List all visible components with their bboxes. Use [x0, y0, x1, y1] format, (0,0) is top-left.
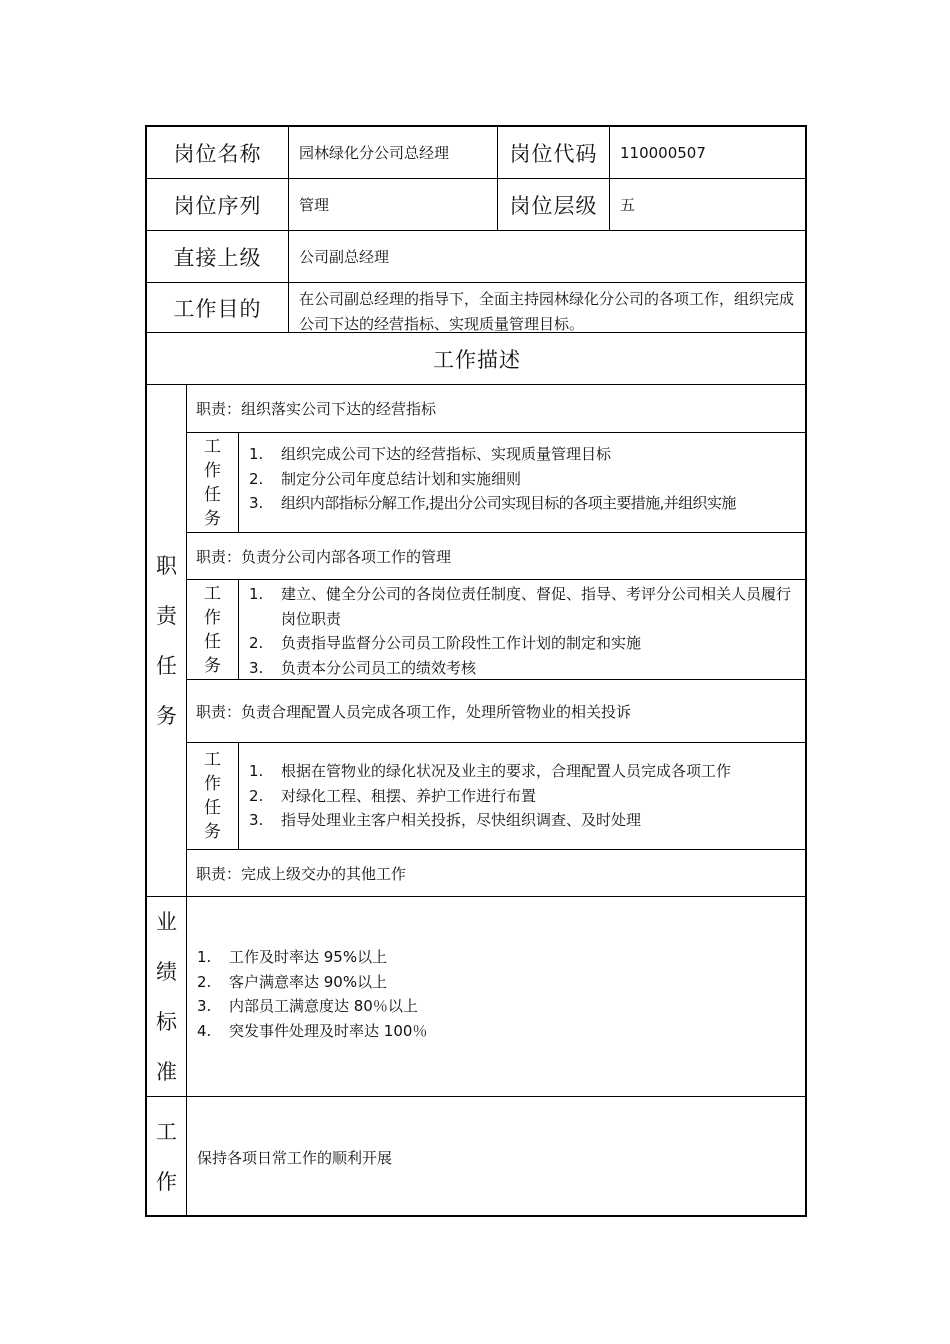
duty-title: 职责：负责合理配置人员完成各项工作，处理所管物业的相关投诉: [187, 680, 807, 743]
list-item: 2. 客户满意率达 90%以上: [197, 972, 388, 991]
task-item: 3. 指导处理业主客户相关投拆，尽快组织调查、及时处理: [249, 811, 642, 829]
task-list: [239, 433, 807, 533]
list-item: 3. 内部员工满意度达 80％以上: [197, 997, 418, 1015]
position-code-label: 岗位代码: [498, 127, 610, 179]
list-item: 4. 突发事件处理及时率达 100％: [197, 1021, 428, 1040]
task-label: 工 作 任 务: [187, 580, 239, 680]
position-code-value: 110000507: [610, 127, 807, 179]
work-purpose-value: 在公司副总经理的指导下，全面主持园林绿化分公司的各项工作，组织完成公司下达的经营指标、实现质量管理目标。: [289, 283, 807, 333]
direct-superior-value: 公司副总经理: [289, 231, 807, 283]
position-level-label: 岗位层级: [498, 179, 610, 231]
task-item: 2. 对绿化工程、租摆、养护工作进行布置: [249, 786, 537, 805]
performance-label: 业 绩 标 准: [147, 897, 187, 1097]
task-item: 1. 建立、健全分公司的各岗位责任制度、督促、指导、考评分公司相关人员履行岗位职责: [249, 585, 792, 628]
task-label: 工 作 任 务: [187, 743, 239, 850]
work-description-title: 工作描述: [147, 333, 807, 385]
task-item: 2. 制定分公司年度总结计划和实施细则: [249, 469, 522, 488]
task-item: 3. 负责本分公司员工的绩效考核: [249, 658, 477, 677]
direct-superior-label: 直接上级: [147, 231, 289, 283]
duty-title: 职责：完成上级交办的其他工作: [187, 850, 807, 897]
position-name-value: 园林绿化分公司总经理: [289, 127, 498, 179]
task-item: 1. 根据在管物业的绿化状况及业主的要求，合理配置人员完成各项工作: [249, 762, 732, 780]
duty-title: 职责：组织落实公司下达的经营指标: [187, 385, 807, 433]
position-series-value: 管理: [289, 179, 498, 231]
job-description-table: [145, 125, 807, 1217]
work-text: 保持各项日常工作的顺利开展: [197, 1149, 393, 1167]
position-name-label: 岗位名称: [147, 127, 289, 179]
duty-title: 职责：负责分公司内部各项工作的管理: [187, 533, 807, 580]
performance-list: [197, 945, 427, 1043]
position-series-label: 岗位序列: [147, 179, 289, 231]
task-item: 3. 组织内部指标分解工作,提出分公司实现目标的各项主要措施,并组织实施: [249, 494, 736, 512]
task-item: 2. 负责指导监督分公司员工阶段性工作计划的制定和实施: [249, 634, 642, 652]
task-label: 工 作 任 务: [187, 433, 239, 533]
task-item: 1. 组织完成公司下达的经营指标、实现质量管理目标: [249, 445, 612, 463]
list-item: 1. 工作及时率达 95%以上: [197, 948, 388, 966]
work-purpose-label: 工作目的: [147, 283, 289, 333]
work-content: [187, 1097, 807, 1217]
position-level-value: 五: [610, 179, 807, 231]
task-list: [239, 580, 807, 680]
task-list: [239, 743, 807, 850]
responsibilities-label: 职 责 任 务: [147, 385, 187, 897]
performance-standards: [187, 897, 807, 1097]
work-label: 工 作: [147, 1097, 187, 1217]
